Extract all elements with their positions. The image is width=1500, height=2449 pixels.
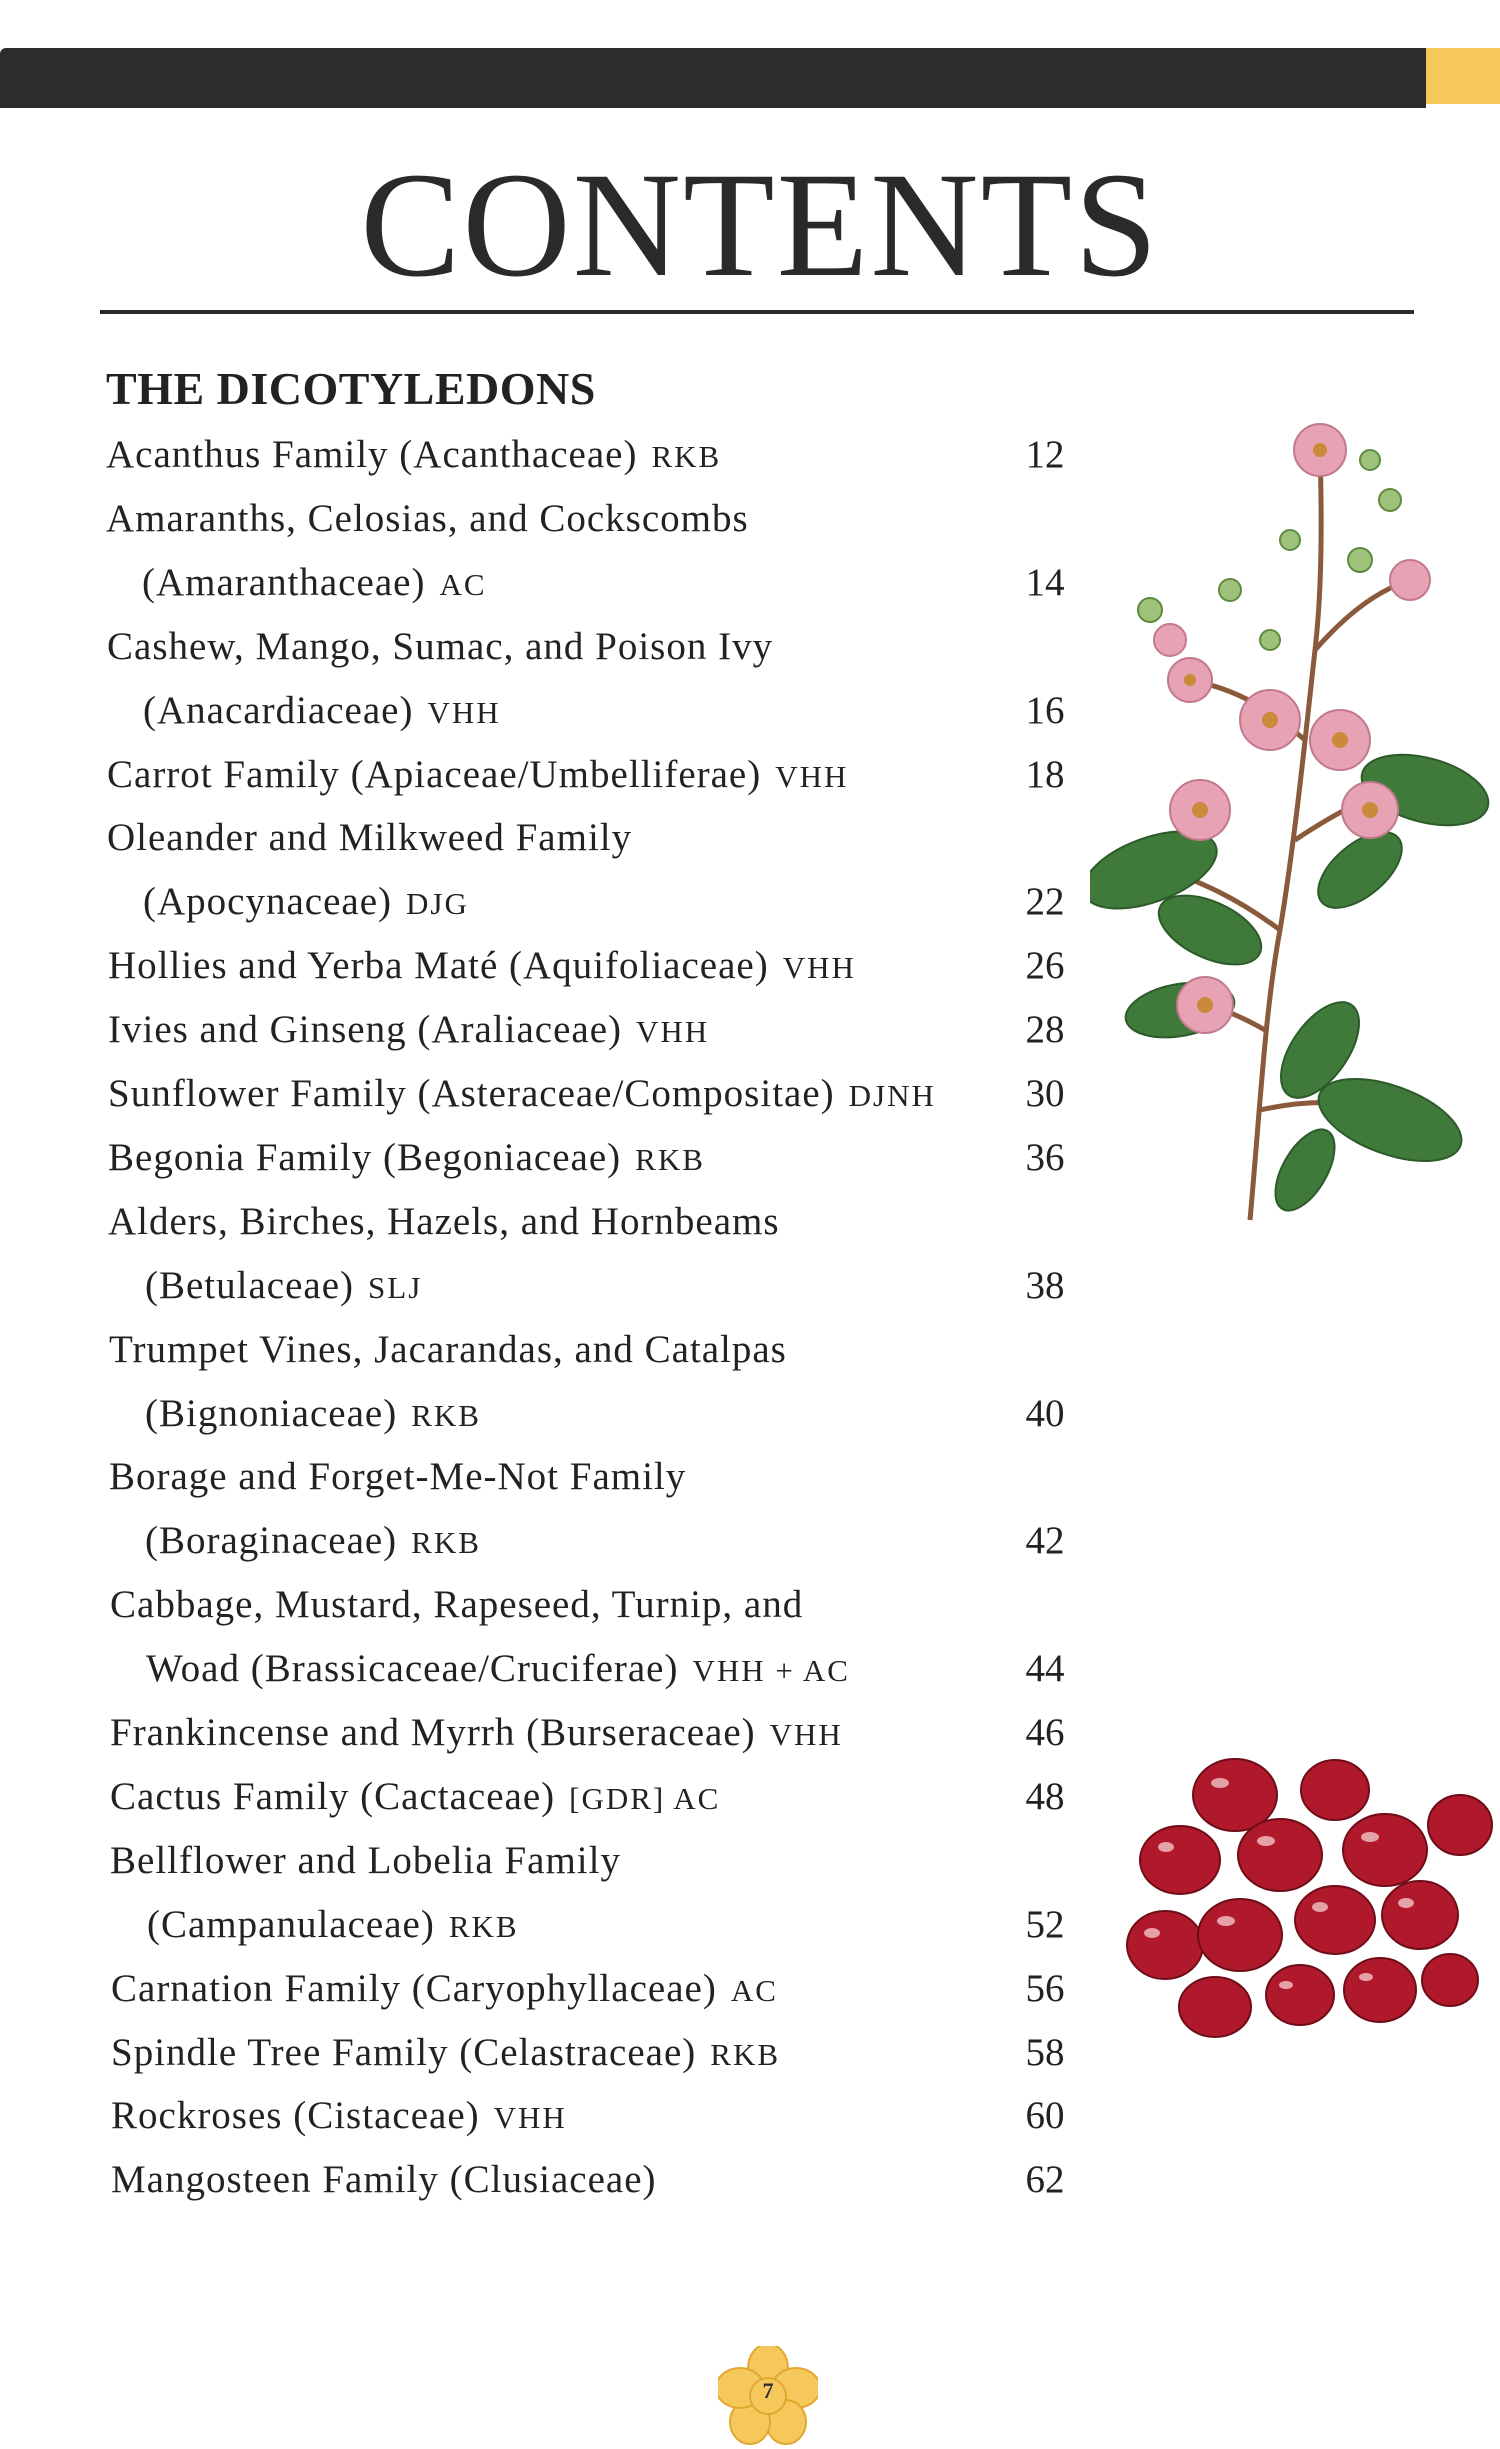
toc-entry [110, 1774, 720, 1819]
toc-entry [145, 1263, 422, 1308]
toc-entry-author: DJNH [848, 1078, 936, 1113]
berries [1127, 1759, 1492, 2037]
toc-entry [143, 879, 469, 924]
toc-entry [108, 1135, 705, 1180]
toc-entry [106, 496, 749, 541]
toc-entry-author: RKB [411, 1398, 481, 1433]
toc-entry-title: (Boraginaceae) [145, 1519, 398, 1562]
toc-entry [108, 1007, 709, 1052]
toc-entry [110, 1838, 621, 1883]
toc-entry-author: RKB [710, 2037, 781, 2072]
toc-entry-title: (Apocynaceae) [143, 880, 392, 923]
toc-entry-page: 46 [1025, 1711, 1065, 1754]
toc-entry [107, 752, 848, 797]
toc-entry [145, 1518, 481, 1563]
toc-entry-title: Spindle Tree Family (Celastraceae) [111, 2031, 697, 2074]
toc-entry [108, 1199, 780, 1244]
toc-entry-title: Frankincense and Myrrh (Burseraceae) [110, 1711, 756, 1754]
toc-entry [142, 560, 487, 605]
toc-entry-title: (Anacardiaceae) [143, 689, 414, 732]
toc-entry-page: 44 [1025, 1647, 1065, 1690]
toc-entry-title: Woad (Brassicaceae/Cruciferae) [146, 1647, 679, 1690]
toc-entry-author: AC [439, 567, 487, 602]
toc-entry-title: Amaranths, Celosias, and Cockscombs [106, 497, 749, 540]
toc-entry-author: RKB [651, 439, 722, 474]
toc-entry [111, 2157, 657, 2202]
toc-entry-title: Alders, Birches, Hazels, and Hornbeams [108, 1200, 780, 1243]
toc-entry [109, 1327, 787, 1372]
berry-cluster-illustration [1120, 1745, 1500, 2045]
toc-entry-title: Trumpet Vines, Jacarandas, and Catalpas [109, 1328, 787, 1371]
title-rule [100, 310, 1414, 314]
toc-entry-title: Bellflower and Lobelia Family [110, 1839, 621, 1882]
toc-entry-page: 14 [1025, 561, 1065, 604]
section-heading: THE DICOTYLEDONS [106, 363, 596, 414]
toc-entry [109, 1454, 686, 1499]
bramble-illustration [1090, 410, 1500, 1230]
toc-entry-author: VHH [782, 950, 856, 985]
toc-entry-title: Cashew, Mango, Sumac, and Poison Ivy [107, 625, 774, 668]
toc-entry-title: Carrot Family (Apiaceae/Umbelliferae) [107, 753, 762, 796]
toc-entry-page: 60 [1025, 2094, 1065, 2137]
page-title: CONTENTS [360, 142, 1160, 308]
toc-entry-page: 38 [1025, 1264, 1065, 1307]
toc-entry-title: Carnation Family (Caryophyllaceae) [111, 1967, 717, 2010]
toc-entry-title: Acanthus Family (Acanthaceae) [106, 433, 638, 476]
toc-entry [111, 2093, 567, 2138]
toc-entry-title: Cactus Family (Cactaceae) [110, 1775, 556, 1818]
toc-entry-author: RKB [411, 1525, 481, 1560]
toc-entry [111, 1966, 778, 2011]
toc-entry-author: RKB [448, 1909, 519, 1944]
toc-entry [146, 1646, 850, 1691]
page-number: 7 [762, 2378, 774, 2403]
toc-entry-title: Mangosteen Family (Clusiaceae) [111, 2158, 657, 2201]
toc-entry-author: VHH [636, 1014, 710, 1049]
toc-entry-title: Begonia Family (Begoniaceae) [108, 1136, 622, 1179]
header-tab-accent [1426, 48, 1500, 104]
toc-entry-author: VHH [427, 695, 501, 730]
toc-entry-title: (Campanulaceae) [147, 1903, 435, 1946]
toc-entry [106, 432, 721, 477]
toc-entry-author: VHH [493, 2100, 567, 2135]
toc-entry-title: Rockroses (Cistaceae) [111, 2094, 480, 2137]
toc-entry [111, 2030, 780, 2075]
toc-entry-title: (Amaranthaceae) [142, 561, 426, 604]
toc-entry-author: DJG [406, 886, 469, 921]
toc-entry-page: 26 [1025, 944, 1065, 987]
bramble-buds [1138, 450, 1401, 650]
toc-entry-page: 62 [1025, 2158, 1065, 2201]
toc-entry-page: 28 [1025, 1008, 1065, 1051]
toc-entry-author: SLJ [368, 1270, 423, 1305]
toc-entry-title: Oleander and Milkweed Family [107, 816, 633, 859]
toc-entry-page: 40 [1025, 1392, 1065, 1435]
toc-entry-page: 52 [1025, 1903, 1065, 1946]
toc-entry-title: (Bignoniaceae) [145, 1392, 398, 1435]
toc-entry [110, 1582, 803, 1627]
toc-entry [108, 1071, 936, 1116]
toc-entry-title: (Betulaceae) [145, 1264, 355, 1307]
toc-entry-page: 56 [1025, 1967, 1065, 2010]
toc-entry [143, 688, 501, 733]
toc-entry-page: 16 [1025, 689, 1065, 732]
toc-entry [110, 1710, 843, 1755]
toc-entry-title: Cabbage, Mustard, Rapeseed, Turnip, and [110, 1583, 804, 1626]
toc-entry [145, 1391, 481, 1436]
header-bar [0, 48, 1426, 108]
toc-entry-author: RKB [635, 1142, 705, 1177]
toc-entry-page: 48 [1025, 1775, 1065, 1818]
toc-entry [107, 624, 773, 669]
toc-entry [147, 1902, 519, 1947]
toc-entry-page: 22 [1025, 880, 1065, 923]
toc-entry-author: [GDR] AC [569, 1781, 721, 1816]
toc-entry [108, 943, 856, 988]
toc-entry [107, 815, 632, 860]
toc-entry-page: 18 [1025, 753, 1065, 796]
toc-entry-author: VHH [769, 1717, 843, 1752]
toc-entry-page: 12 [1025, 433, 1065, 476]
toc-entry-page: 36 [1025, 1136, 1065, 1179]
toc-entry-author: VHH [775, 759, 849, 794]
toc-entry-title: Hollies and Yerba Maté (Aquifoliaceae) [108, 944, 769, 987]
toc-entry-title: Borage and Forget-Me-Not Family [109, 1455, 687, 1498]
toc-entry-author: AC [730, 1973, 778, 2008]
toc-entry-title: Sunflower Family (Asteraceae/Compositae) [108, 1072, 835, 1115]
toc-entry-title: Ivies and Ginseng (Araliaceae) [108, 1008, 623, 1051]
toc-entry-page: 42 [1025, 1519, 1065, 1562]
toc-entry-page: 30 [1025, 1072, 1065, 1115]
bramble-leaves [1090, 742, 1496, 1220]
toc-entry-page: 58 [1025, 2031, 1065, 2074]
toc-entry-author: VHH + AC [692, 1653, 850, 1688]
